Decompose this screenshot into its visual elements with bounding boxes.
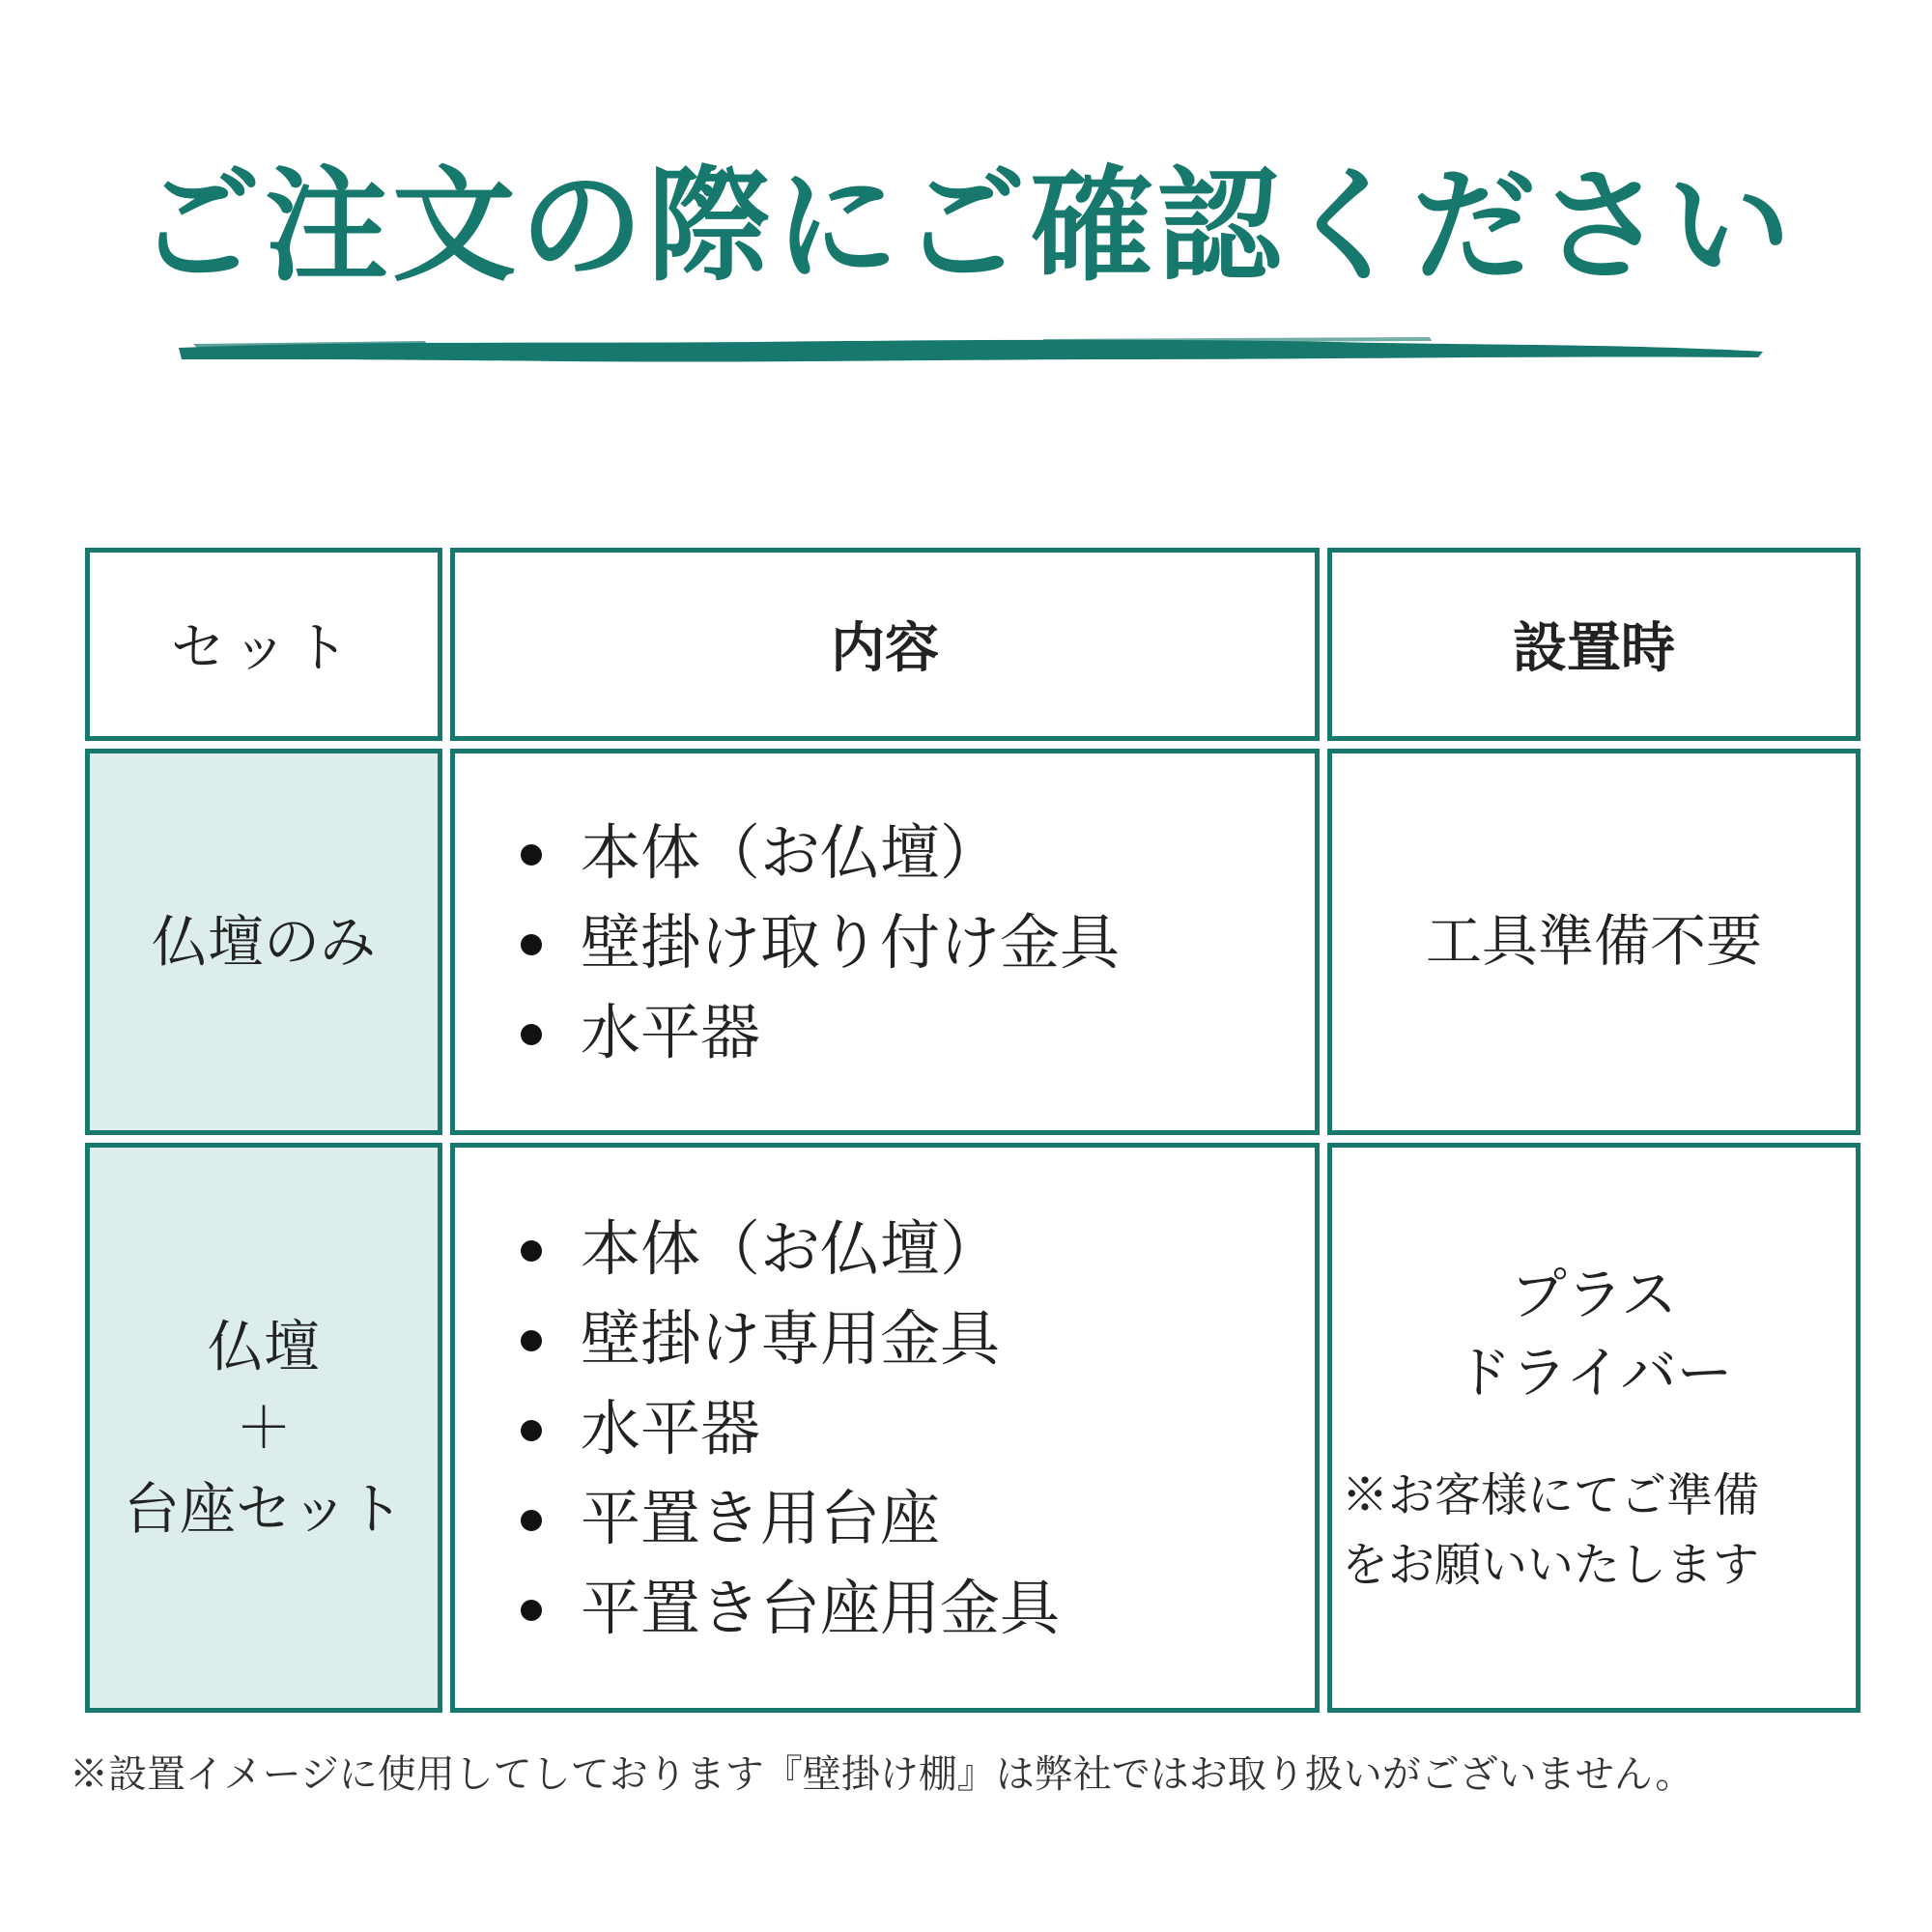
- order-table: [77, 540, 1868, 1720]
- set-name-line: 台座セット: [123, 1476, 404, 1543]
- installation-cell: [1327, 1143, 1861, 1713]
- header-installation: 設置時: [1327, 548, 1861, 741]
- list-item: 平置き台座用金具: [513, 1563, 1315, 1653]
- set-name-cell: [85, 749, 442, 1135]
- set-name: 仏壇のみ: [151, 908, 376, 975]
- installation-note: [1332, 1461, 1856, 1600]
- installation-text: 工具準備不要: [1425, 908, 1762, 975]
- list-item: 壁掛け専用金具: [513, 1293, 1315, 1383]
- installation-note-line: ※お客様にてご準備: [1342, 1468, 1760, 1523]
- contents-list: [455, 808, 1315, 1077]
- contents-cell: [450, 749, 1320, 1135]
- list-item: 平置き用台座: [513, 1473, 1315, 1563]
- header-set: セット: [85, 548, 442, 741]
- header-contents: 内容: [450, 548, 1320, 741]
- set-name-plus: ＋: [235, 1394, 292, 1461]
- installation-line: プラス: [1510, 1261, 1678, 1327]
- contents-list: [455, 1204, 1315, 1653]
- installation-note-line: をお願いいたします: [1342, 1538, 1760, 1593]
- footnote: ※設置イメージに使用してしております『壁掛け棚』は弊社ではお取り扱いがございません。: [70, 1752, 1694, 1797]
- installation-line: ドライバー: [1455, 1340, 1733, 1406]
- table-row: [85, 749, 1861, 1135]
- set-name-cell: [85, 1143, 442, 1713]
- list-item: 水平器: [513, 1383, 1315, 1473]
- list-item: 本体（お仏壇）: [513, 808, 1315, 897]
- contents-cell: [450, 1143, 1320, 1713]
- page-title: ご注文の際にご確認ください: [136, 154, 1795, 298]
- brush-underline: [174, 330, 1768, 369]
- list-item: 水平器: [513, 987, 1315, 1077]
- installation-cell: [1327, 749, 1861, 1135]
- list-item: 壁掛け取り付け金具: [513, 897, 1315, 987]
- table-header-row: [85, 548, 1861, 741]
- set-name-line: 仏壇: [207, 1313, 320, 1379]
- list-item: 本体（お仏壇）: [513, 1204, 1315, 1293]
- table-row: [85, 1143, 1861, 1713]
